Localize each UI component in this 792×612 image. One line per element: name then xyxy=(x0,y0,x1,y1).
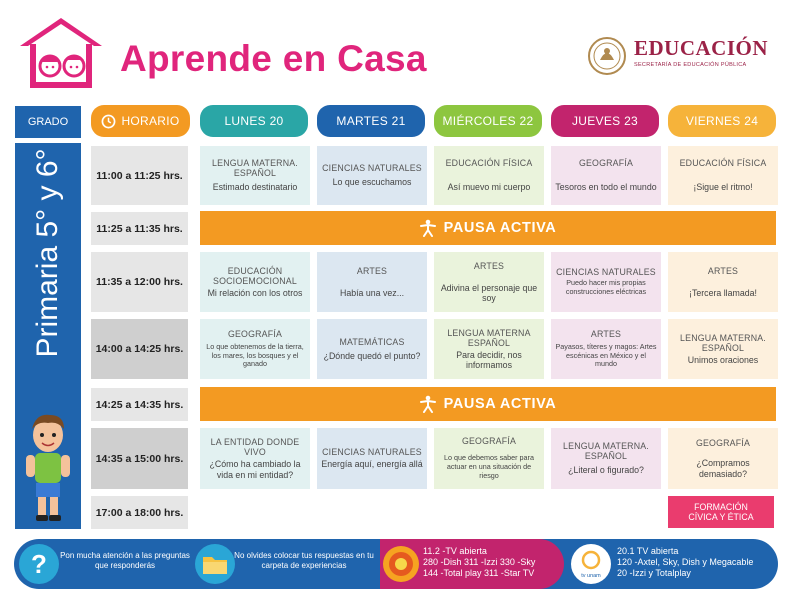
class-topic: Lo que escuchamos xyxy=(332,177,412,188)
child-illustration-icon xyxy=(18,407,78,527)
class-topic: ¡Sigue el ritmo! xyxy=(693,182,753,193)
tvunam-channel-line: 20.1 TV abierta xyxy=(617,546,679,556)
once-ninas-ninos-logo-icon xyxy=(381,543,421,585)
time-slot: 17:00 a 18:00 hrs. xyxy=(91,496,188,529)
class-cell xyxy=(551,319,661,379)
class-cell xyxy=(551,252,661,312)
horario-header xyxy=(91,105,190,137)
class-subject: LENGUA MATERNA. ESPAÑOL xyxy=(563,441,649,462)
exercise-figure-icon xyxy=(420,219,436,237)
time-slot: 14:25 a 14:35 hrs. xyxy=(91,388,188,421)
tvunam-label: tv unam xyxy=(581,573,601,579)
class-subject: CIENCIAS NATURALES xyxy=(556,267,656,278)
class-subject: CÍVICA Y ÉTICA xyxy=(688,512,754,522)
class-topic: Puedo hacer mis propias construcciones eléctricas xyxy=(565,278,647,296)
class-subject: FORMACIÓN xyxy=(694,501,748,512)
tvunam-channel-line: 120 -Axtel, Sky, Dish y Megacable xyxy=(617,557,754,567)
page-title: Aprende en Casa xyxy=(120,38,427,79)
class-topic: Payasos, títeres y magos: Artes escénicas en México y el mundo xyxy=(555,341,657,369)
class-subject: ARTES xyxy=(473,260,505,271)
class-subject: ARTES xyxy=(707,265,739,276)
class-cell xyxy=(200,146,310,205)
class-subject: CIENCIAS NATURALES xyxy=(322,163,422,174)
class-cell xyxy=(668,252,778,312)
once-channel-line: 280 -Dish 311 -Izzi 330 -Sky xyxy=(423,557,536,567)
svg-text:?: ? xyxy=(31,549,47,579)
class-topic: Mi relación con los otros xyxy=(207,287,303,298)
day-header-lunes: LUNES 20 xyxy=(200,105,308,137)
sep-name: EDUCACIÓN xyxy=(634,36,769,60)
time-slot: 14:00 a 14:25 hrs. xyxy=(91,319,188,379)
time-slot: 11:00 a 11:25 hrs. xyxy=(91,146,188,205)
class-cell xyxy=(317,146,427,205)
class-cell xyxy=(434,428,544,489)
clock-icon xyxy=(101,114,116,129)
tip-attention: Pon mucha atención a las preguntas que responderás xyxy=(60,551,190,570)
pausa-activa-banner xyxy=(200,211,776,245)
house-logo-icon xyxy=(18,16,104,90)
pausa-label: PAUSA ACTIVA xyxy=(443,396,557,412)
time-slot: 11:25 a 11:35 hrs. xyxy=(91,212,188,245)
class-cell xyxy=(317,428,427,489)
class-cell xyxy=(317,319,427,379)
formacion-civica-cell xyxy=(668,496,774,528)
day-header-miercoles: MIÉRCOLES 22 xyxy=(434,105,542,137)
class-topic: ¿Dónde quedó el punto? xyxy=(323,350,421,361)
class-cell xyxy=(434,146,544,205)
sep-seal-icon xyxy=(587,36,627,76)
pausa-activa-banner xyxy=(200,387,776,421)
class-cell xyxy=(200,428,310,489)
question-icon xyxy=(18,543,60,585)
grade-side-bar xyxy=(15,143,81,529)
class-cell xyxy=(200,252,310,312)
tvunam-channel-line: 20 -Izzi y Totalplay xyxy=(617,568,691,578)
class-subject: GEOGRAFÍA xyxy=(695,438,751,448)
class-topic: ¡Tercera llamada! xyxy=(689,287,757,298)
exercise-figure-icon xyxy=(420,395,436,413)
class-subject: GEOGRAFÍA xyxy=(227,328,283,339)
class-subject: CIENCIAS NATURALES xyxy=(322,447,422,458)
class-topic: Energía aquí, energía allá xyxy=(321,459,423,470)
class-subject: EDUCACIÓN SOCIOEMOCIONAL xyxy=(213,265,297,286)
pausa-label: PAUSA ACTIVA xyxy=(443,220,557,236)
class-cell xyxy=(434,252,544,312)
class-cell xyxy=(317,252,427,312)
class-cell xyxy=(551,428,661,489)
grade-label: Primaria 5° y 6° xyxy=(31,148,64,358)
tip-folder: No olvides colocar tus respuestas en tu carpeta de experiencias xyxy=(234,551,374,570)
once-channel-line: 11.2 -TV abierta xyxy=(423,546,487,556)
class-cell xyxy=(434,319,544,379)
class-subject: EDUCACIÓN FÍSICA xyxy=(679,158,767,169)
class-topic: Lo que obtenemos de la tierra, los mares, los bosques y el ganado xyxy=(206,341,304,369)
class-topic: Así muevo mi cuerpo xyxy=(447,182,531,193)
class-cell xyxy=(551,146,661,205)
time-slot: 11:35 a 12:00 hrs. xyxy=(91,252,188,312)
class-topic: Lo que debemos saber para actuar en una situación de riesgo xyxy=(444,453,534,480)
class-cell xyxy=(668,319,778,379)
class-subject: ARTES xyxy=(356,265,388,276)
class-topic: Estimado destinatario xyxy=(212,182,298,193)
class-subject: EDUCACIÓN FÍSICA xyxy=(445,158,533,169)
class-subject: LA ENTIDAD DONDE VIVO xyxy=(210,437,300,457)
class-cell xyxy=(668,428,778,489)
class-subject: LENGUA MATERNA ESPAÑOL xyxy=(447,327,531,348)
class-subject: LENGUA MATERNA. ESPAÑOL xyxy=(680,332,766,353)
grado-header: GRADO xyxy=(15,106,81,138)
day-header-martes: MARTES 21 xyxy=(317,105,425,137)
class-topic: ¿Compramos demasiado? xyxy=(696,458,750,479)
time-slot: 14:35 a 15:00 hrs. xyxy=(91,428,188,489)
once-channel-line: 144 -Total play 311 -Star TV xyxy=(423,568,535,578)
sep-subtitle: SECRETARÍA DE EDUCACIÓN PÚBLICA xyxy=(634,62,747,68)
class-topic: Tesoros en todo el mundo xyxy=(555,182,657,193)
class-subject: ARTES xyxy=(590,328,622,339)
day-header-viernes: VIERNES 24 xyxy=(668,105,776,137)
class-cell xyxy=(668,146,778,205)
class-topic: ¿Literal o figurado? xyxy=(568,465,644,476)
class-cell xyxy=(200,319,310,379)
class-subject: GEOGRAFÍA xyxy=(461,436,517,447)
class-topic: ¿Cómo ha cambiado la vida en mi entidad? xyxy=(209,459,301,480)
class-topic: Había una vez... xyxy=(339,287,405,298)
class-topic: Adivina el personaje que soy xyxy=(440,282,538,303)
class-subject: GEOGRAFÍA xyxy=(578,158,634,169)
folder-icon xyxy=(194,543,236,585)
class-topic: Para decidir, nos informamos xyxy=(456,349,522,370)
class-topic: Unimos oraciones xyxy=(687,354,759,365)
class-subject: LENGUA MATERNA. ESPAÑOL xyxy=(212,158,298,179)
day-header-jueves: JUEVES 23 xyxy=(551,105,659,137)
class-subject: MATEMÁTICAS xyxy=(339,336,405,347)
horario-label: HORARIO xyxy=(121,114,180,128)
